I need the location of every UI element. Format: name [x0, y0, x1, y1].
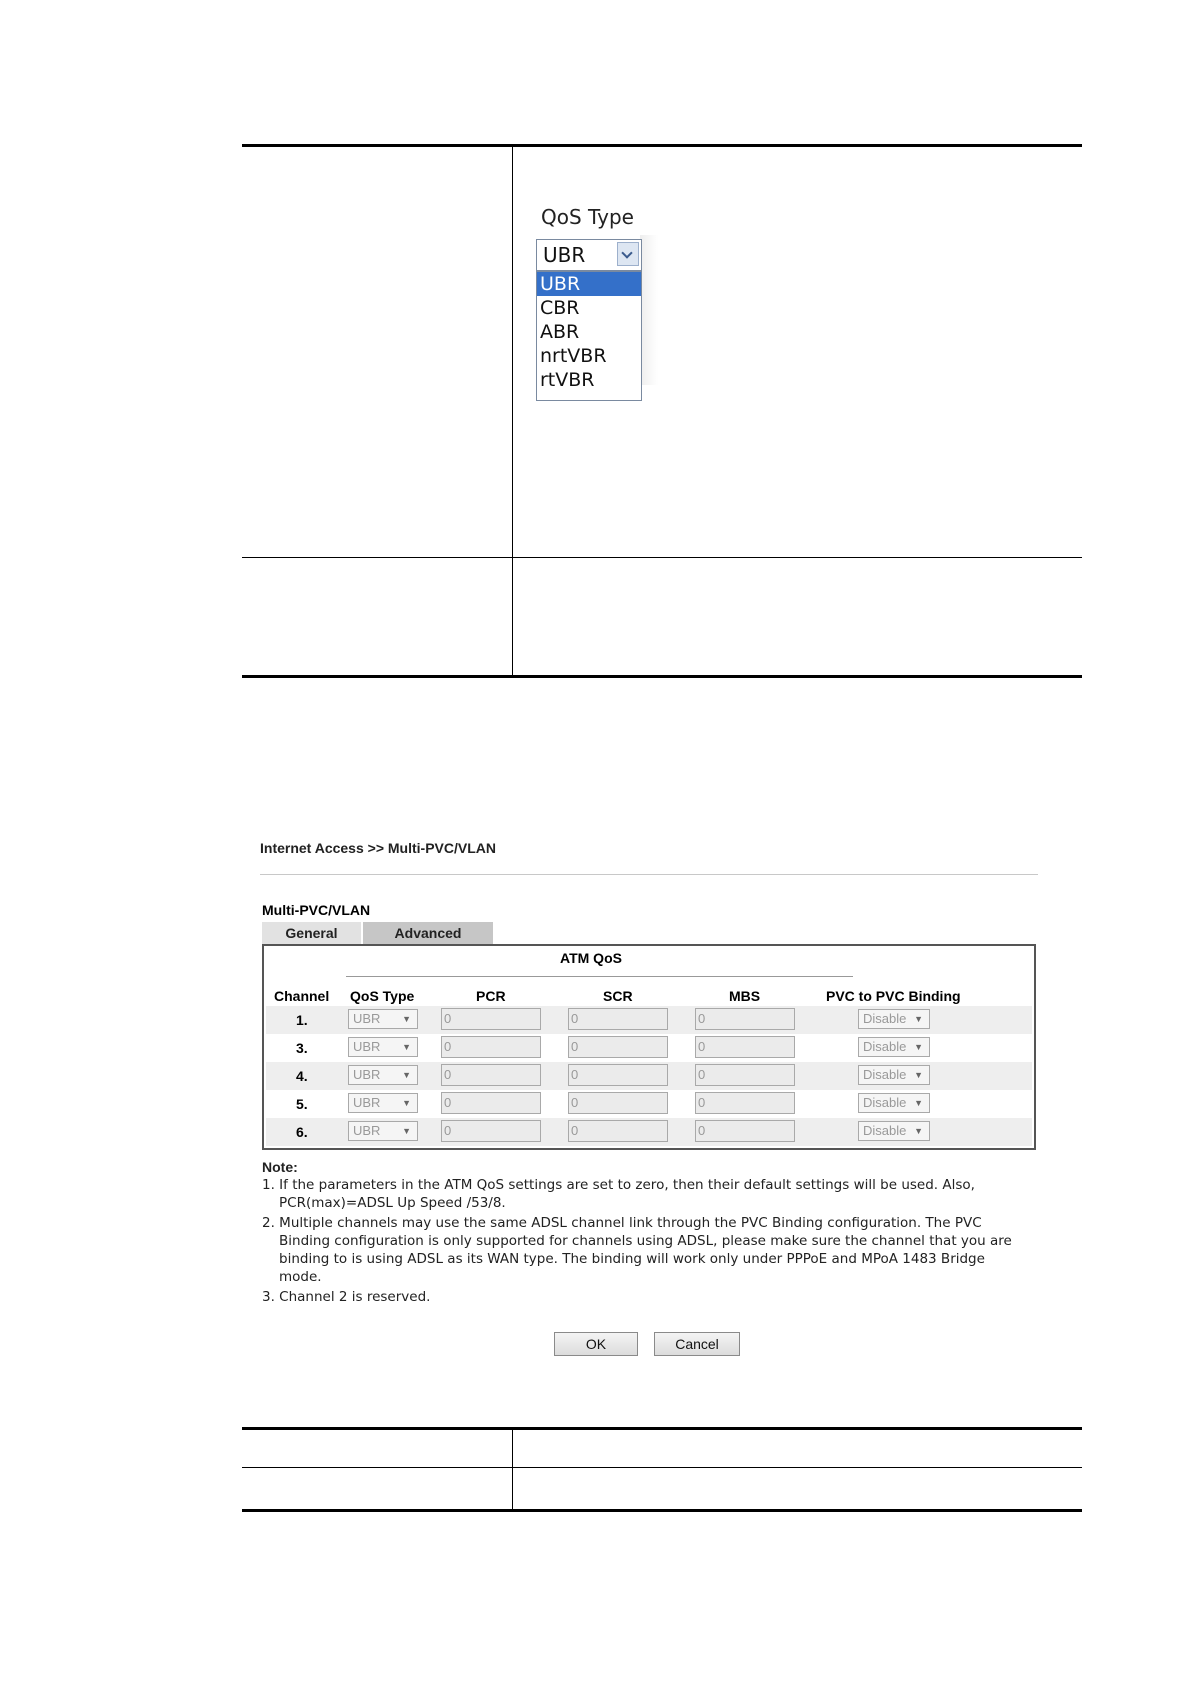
- table-row: [266, 1090, 1032, 1118]
- pvc-binding-value: Disable: [863, 1123, 907, 1138]
- channel-number: 1.: [296, 1012, 308, 1028]
- pvc-binding-value: Disable: [863, 1039, 907, 1054]
- pvc-binding-value: Disable: [863, 1067, 907, 1082]
- qos-option-ubr[interactable]: UBR: [537, 272, 641, 296]
- cancel-button[interactable]: Cancel: [654, 1332, 740, 1356]
- qos-type-select[interactable]: [348, 1093, 418, 1113]
- breadcrumb: Internet Access >> Multi-PVC/VLAN: [260, 840, 496, 856]
- mbs-input[interactable]: 0: [695, 1120, 795, 1142]
- tab-general[interactable]: General: [262, 922, 361, 944]
- header-pcr: PCR: [476, 988, 506, 1004]
- row-divider: [242, 1467, 1082, 1468]
- qos-option-rtvbr[interactable]: rtVBR: [540, 369, 595, 391]
- chevron-down-icon[interactable]: [617, 242, 639, 266]
- breadcrumb-divider: [260, 874, 1038, 875]
- scr-input[interactable]: 0: [568, 1064, 668, 1086]
- column-divider: [512, 147, 513, 675]
- dropdown-arrow-icon: ▼: [914, 1014, 923, 1024]
- note-item: 1. If the parameters in the ATM QoS settings are set to zero, then their default settings will be used. Also, PCR(max)=ADSL Up Speed /53/8.: [262, 1177, 975, 1211]
- table-row: [266, 1006, 1032, 1034]
- qos-type-select[interactable]: [536, 239, 642, 271]
- notes-section: [262, 1158, 1022, 1308]
- atm-qos-group-label: ATM QoS: [560, 950, 622, 966]
- row-divider: [242, 557, 1082, 558]
- atm-qos-group-divider: [346, 976, 853, 977]
- parameter-table-bottom: [242, 1427, 1082, 1512]
- qos-type-value: UBR: [353, 1039, 381, 1054]
- header-mbs: MBS: [729, 988, 761, 1004]
- qos-option-abr[interactable]: ABR: [540, 321, 580, 343]
- mbs-input[interactable]: 0: [695, 1036, 795, 1058]
- qos-type-select[interactable]: [348, 1037, 418, 1057]
- note-item: 2. Multiple channels may use the same ADSL channel link through the PVC Binding configuration. The PVC Binding configuration is only supported for channels using ADSL, please make sure the channel that you are binding to is using ADSL as its WAN type. The binding will work only under PPPoE and MPoA 1483 Bridge mode.: [262, 1215, 1012, 1285]
- channel-number: 3.: [296, 1040, 308, 1056]
- pcr-input[interactable]: 0: [441, 1036, 541, 1058]
- qos-type-options-list: [536, 271, 642, 401]
- dropdown-arrow-icon: ▼: [402, 1014, 411, 1024]
- header-scr: SCR: [603, 988, 633, 1004]
- channel-number: 4.: [296, 1068, 308, 1084]
- channel-number: 5.: [296, 1096, 308, 1112]
- mbs-input[interactable]: 0: [695, 1092, 795, 1114]
- qos-type-value: UBR: [353, 1095, 381, 1110]
- tab-advanced[interactable]: Advanced: [363, 922, 493, 944]
- ok-button[interactable]: OK: [554, 1332, 638, 1356]
- dropdown-arrow-icon: ▼: [914, 1126, 923, 1136]
- dropdown-arrow-icon: ▼: [402, 1070, 411, 1080]
- pvc-binding-select[interactable]: [858, 1121, 930, 1141]
- table-row: [266, 1062, 1032, 1090]
- header-pvc-binding: PVC to PVC Binding: [826, 988, 961, 1004]
- pcr-input[interactable]: 0: [441, 1092, 541, 1114]
- pcr-input[interactable]: 0: [441, 1008, 541, 1030]
- mbs-input[interactable]: 0: [695, 1064, 795, 1086]
- scr-input[interactable]: 0: [568, 1036, 668, 1058]
- parameter-table-top: [242, 144, 1082, 678]
- scr-input[interactable]: 0: [568, 1120, 668, 1142]
- qos-type-value: UBR: [353, 1011, 381, 1026]
- atm-qos-table: [262, 944, 1036, 1150]
- scr-input[interactable]: 0: [568, 1008, 668, 1030]
- table-row: [266, 1034, 1032, 1062]
- note-item: 3. Channel 2 is reserved.: [262, 1289, 431, 1305]
- qos-type-label: QoS Type: [541, 205, 634, 229]
- channel-number: 6.: [296, 1124, 308, 1140]
- dropdown-arrow-icon: ▼: [402, 1126, 411, 1136]
- panel-title: Multi-PVC/VLAN: [262, 902, 371, 918]
- qos-type-value: UBR: [353, 1067, 381, 1082]
- dropdown-arrow-icon: ▼: [914, 1042, 923, 1052]
- qos-type-select[interactable]: [348, 1065, 418, 1085]
- column-divider: [512, 1430, 513, 1509]
- dropdown-arrow-icon: ▼: [914, 1098, 923, 1108]
- qos-type-select[interactable]: [348, 1009, 418, 1029]
- qos-option-nrtvbr[interactable]: nrtVBR: [540, 345, 607, 367]
- table-row: [266, 1118, 1032, 1146]
- header-channel: Channel: [274, 988, 330, 1004]
- pvc-binding-value: Disable: [863, 1011, 907, 1026]
- pcr-input[interactable]: 0: [441, 1064, 541, 1086]
- qos-type-select[interactable]: [348, 1121, 418, 1141]
- scr-input[interactable]: 0: [568, 1092, 668, 1114]
- dropdown-shadow: [640, 235, 658, 385]
- pvc-binding-select[interactable]: [858, 1009, 930, 1029]
- pvc-binding-value: Disable: [863, 1095, 907, 1110]
- dropdown-arrow-icon: ▼: [402, 1042, 411, 1052]
- pcr-input[interactable]: 0: [441, 1120, 541, 1142]
- header-qos-type: QoS Type: [350, 988, 415, 1004]
- pvc-binding-select[interactable]: [858, 1037, 930, 1057]
- dropdown-arrow-icon: ▼: [914, 1070, 923, 1080]
- qos-type-value: UBR: [353, 1123, 381, 1138]
- qos-type-dropdown-figure: [536, 205, 662, 415]
- qos-type-selected-value: UBR: [543, 243, 586, 267]
- mbs-input[interactable]: 0: [695, 1008, 795, 1030]
- pvc-binding-select[interactable]: [858, 1065, 930, 1085]
- qos-option-cbr[interactable]: CBR: [540, 297, 580, 319]
- note-title: Note:: [262, 1159, 298, 1175]
- pvc-binding-select[interactable]: [858, 1093, 930, 1113]
- dropdown-arrow-icon: ▼: [402, 1098, 411, 1108]
